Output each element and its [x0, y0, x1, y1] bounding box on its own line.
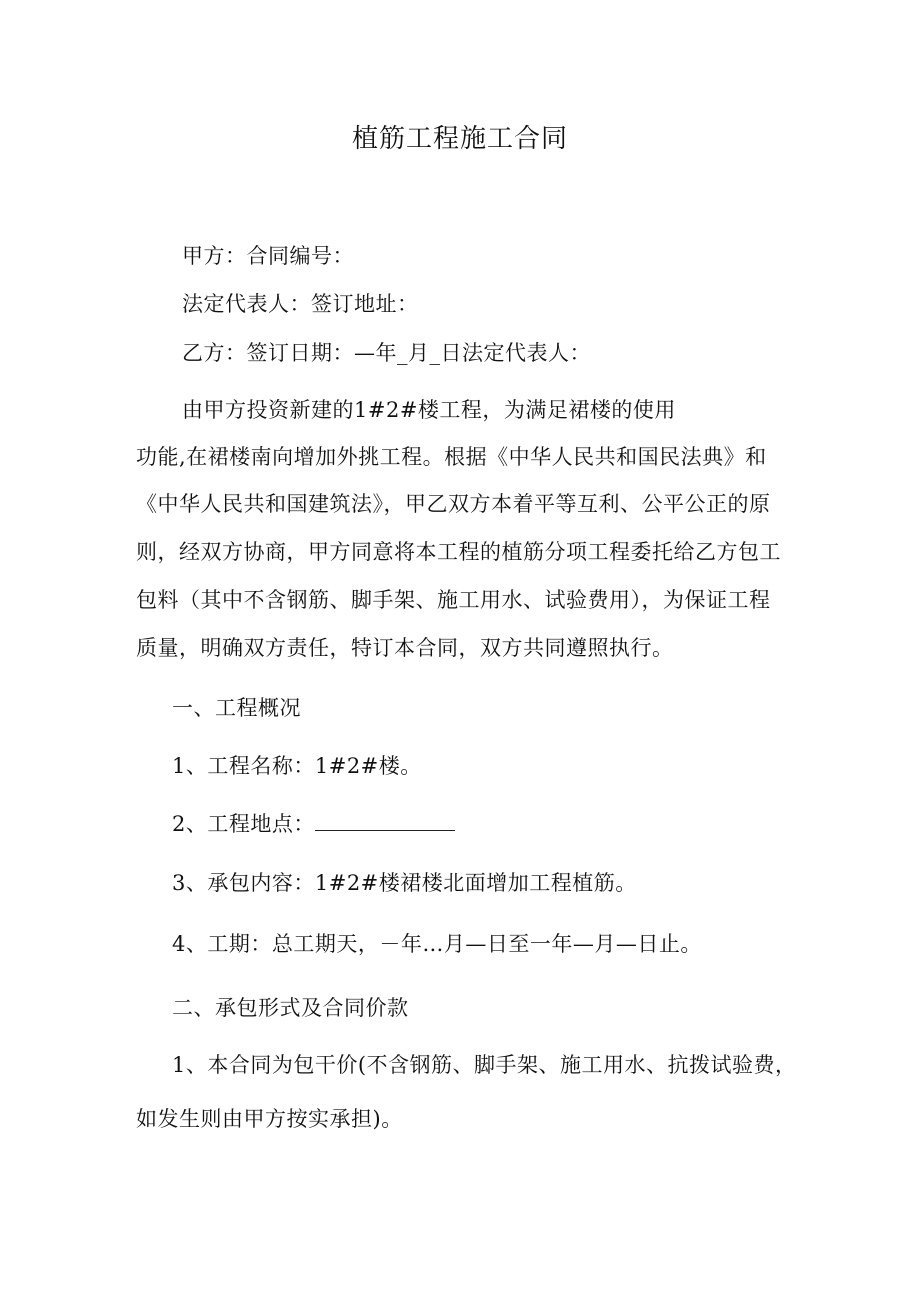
- construction-period-item: 4、工期：总工期天，－年…月—日至一年—月—日止。: [172, 932, 702, 956]
- intro-paragraph-line: 则，经双方协商，甲方同意将本工程的植筋分项工程委托给乙方包工: [136, 540, 781, 564]
- party-a-line: 甲方：合同编号：: [182, 244, 354, 268]
- contract-scope-item: 3、承包内容：1#2#楼裙楼北面增加工程植筋。: [172, 871, 637, 895]
- contract-price-item-line: 如发生则由甲方按实承担)。: [136, 1107, 403, 1131]
- document-title: 植筋工程施工合同: [351, 124, 568, 154]
- intro-paragraph-line: 质量，明确双方责任，特订本合同，双方共同遵照执行。: [136, 636, 674, 660]
- section-heading-contract-form: 二、承包形式及合同价款: [172, 996, 409, 1020]
- section-heading-overview: 一、工程概况: [172, 696, 301, 720]
- intro-paragraph-line: 包料（其中不含钢筋、脚手架、施工用水、试验费用），为保证工程: [136, 588, 771, 612]
- contract-price-item-line: 1、本合同为包干价(不含钢筋、脚手架、施工用水、抗拨试验费，: [172, 1053, 797, 1077]
- project-location-item: [172, 810, 455, 838]
- project-name-item: 1、工程名称：1#2#楼。: [172, 754, 422, 778]
- party-b-line: 乙方：签订日期：—年_月_日法定代表人：: [182, 341, 591, 365]
- intro-paragraph-line: 功能,在裙楼南向增加外挑工程。根据《中华人民共和国民法典》和: [136, 445, 767, 469]
- legal-representative-line: 法定代表人：签订地址：: [182, 292, 419, 316]
- project-location-label: 2、工程地点：: [172, 812, 315, 836]
- intro-paragraph-line: 《中华人民共和国建筑法》，甲乙双方本着平等互利、公平公正的原: [136, 492, 771, 516]
- project-location-blank: [315, 810, 455, 831]
- intro-paragraph-line: 由甲方投资新建的1#2#楼工程，为满足裙楼的使用: [182, 398, 676, 422]
